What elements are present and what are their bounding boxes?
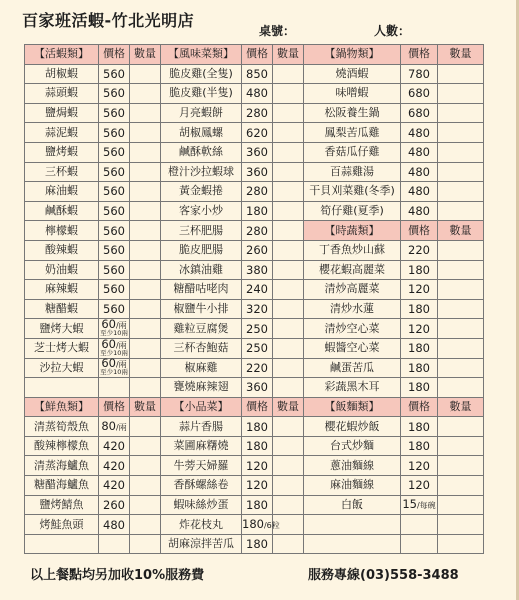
menu-item-price: 220 [401, 240, 438, 260]
quantity-input-cell[interactable] [273, 299, 304, 319]
price-column-header: 價格 [99, 45, 130, 65]
price-minimum-note: 至少10兩 [100, 329, 128, 338]
menu-item-name: 脆皮肥腸 [161, 240, 242, 260]
table-row [25, 319, 484, 339]
quantity-input-cell[interactable] [273, 182, 304, 202]
menu-item-price: 680 [401, 103, 438, 123]
service-charge-note: 以上餐點均另加收10%服務費 [30, 568, 205, 583]
menu-item-name: 鹽烤鯖魚 [25, 495, 99, 515]
table-row [25, 378, 484, 398]
quantity-input-cell[interactable] [438, 84, 484, 104]
quantity-column-header: 數量 [130, 397, 161, 417]
quantity-input-cell[interactable] [130, 260, 161, 280]
menu-item-name: 鹹酥蝦 [25, 201, 99, 221]
menu-item-name: 清蒸筍殼魚 [25, 417, 99, 437]
menu-item-price: 280 [242, 182, 273, 202]
quantity-input-cell[interactable] [273, 221, 304, 241]
table-row [25, 260, 484, 280]
menu-item-price: 260 [242, 240, 273, 260]
menu-item-name: 菜圃麻糬燒 [161, 436, 242, 456]
quantity-input-cell[interactable] [273, 476, 304, 496]
menu-item-price: 560 [99, 280, 130, 300]
quantity-column-header: 數量 [130, 45, 161, 65]
menu-item-name: 三杯蝦 [25, 162, 99, 182]
quantity-input-cell[interactable] [273, 319, 304, 339]
menu-item-price: 120 [401, 319, 438, 339]
menu-item-price: 420 [99, 456, 130, 476]
menu-item-name: 筍仔雞(夏季) [304, 201, 401, 221]
price-with-unit [402, 497, 436, 512]
menu-item-name: 胡麻涼拌苦瓜 [161, 534, 242, 554]
table-row [25, 84, 484, 104]
menu-item-price: 180 [401, 338, 438, 358]
menu-item-name: 三杯肥腸 [161, 221, 242, 241]
menu-item-name: 鹽烤大蝦 [25, 319, 99, 339]
menu-item-name: 蝦醬空心菜 [304, 338, 401, 358]
table-row [25, 240, 484, 260]
menu-item-price [99, 417, 130, 437]
menu-item-price [99, 358, 130, 378]
menu-item-name: 台式炒麵 [304, 436, 401, 456]
menu-item-name: 清炒空心菜 [304, 319, 401, 339]
quantity-input-cell[interactable] [130, 456, 161, 476]
menu-item-price: 560 [99, 103, 130, 123]
price-column-header: 價格 [401, 397, 438, 417]
quantity-input-cell[interactable] [438, 240, 484, 260]
menu-item-price: 380 [242, 260, 273, 280]
menu-item-name: 烤鮭魚頭 [25, 515, 99, 535]
table-row [25, 338, 484, 358]
menu-item-price: 120 [242, 456, 273, 476]
table-row [25, 417, 484, 437]
price-value: 60 [101, 356, 116, 371]
menu-item-price: 560 [99, 201, 130, 221]
price-column-header: 價格 [99, 397, 130, 417]
menu-item-price: 560 [99, 142, 130, 162]
menu-item-name: 冰鎮油雞 [161, 260, 242, 280]
empty-cell [130, 378, 161, 398]
empty-cell [99, 534, 130, 554]
quantity-input-cell[interactable] [130, 84, 161, 104]
menu-item-price: 180 [401, 358, 438, 378]
menu-item-price: 180 [401, 436, 438, 456]
price-with-unit [242, 517, 280, 532]
menu-item-name: 酸辣蝦 [25, 240, 99, 260]
menu-item-name: 炸花枝丸 [161, 515, 242, 535]
menu-item-price [99, 338, 130, 358]
menu-item-name: 白飯 [304, 495, 401, 515]
quantity-input-cell[interactable] [438, 378, 484, 398]
menu-item-name: 脆皮雞(半隻) [161, 84, 242, 104]
quantity-input-cell[interactable] [273, 260, 304, 280]
menu-item-price: 120 [401, 456, 438, 476]
menu-item-price: 780 [401, 64, 438, 84]
menu-item-price: 180 [242, 495, 273, 515]
section-header-rice: 【飯麵類】 [304, 397, 401, 417]
quantity-input-cell[interactable] [438, 162, 484, 182]
quantity-input-cell[interactable] [273, 280, 304, 300]
empty-cell [401, 515, 438, 535]
quantity-input-cell[interactable] [273, 417, 304, 437]
menu-item-name: 鹹酥軟絲 [161, 142, 242, 162]
menu-item-price: 560 [99, 221, 130, 241]
menu-item-price: 180 [401, 378, 438, 398]
header [0, 0, 519, 40]
price-minimum-note: 至少10兩 [100, 348, 128, 357]
price-value: 15 [402, 497, 417, 512]
quantity-input-cell[interactable] [438, 495, 484, 515]
price-unit: /兩 [115, 423, 127, 433]
quantity-input-cell[interactable] [130, 299, 161, 319]
menu-item-name: 鳳梨苦瓜雞 [304, 123, 401, 143]
menu-item-name: 蝦味絲炒蛋 [161, 495, 242, 515]
quantity-input-cell[interactable] [130, 240, 161, 260]
price-with-unit [101, 419, 127, 434]
menu-item-price: 120 [401, 476, 438, 496]
menu-item-name: 清炒高麗菜 [304, 280, 401, 300]
menu-item-name: 月亮蝦餅 [161, 103, 242, 123]
table-row [25, 182, 484, 202]
quantity-input-cell[interactable] [273, 240, 304, 260]
menu-item-price: 480 [99, 515, 130, 535]
menu-item-price: 420 [99, 476, 130, 496]
menu-item-price: 120 [242, 476, 273, 496]
menu-item-name: 椒麻雞 [161, 358, 242, 378]
quantity-input-cell[interactable] [438, 103, 484, 123]
empty-cell [304, 534, 401, 554]
menu-item-price: 480 [401, 182, 438, 202]
quantity-input-cell[interactable] [273, 495, 304, 515]
quantity-input-cell[interactable] [130, 417, 161, 437]
table-row [25, 123, 484, 143]
menu-item-price: 360 [242, 142, 273, 162]
menu-item-price: 360 [242, 378, 273, 398]
quantity-input-cell[interactable] [438, 299, 484, 319]
menu-item-price [242, 515, 280, 535]
empty-cell [438, 515, 484, 535]
quantity-column-header: 數量 [438, 397, 484, 417]
menu-item-name: 黃金蝦捲 [161, 182, 242, 202]
menu-item-price [401, 495, 438, 515]
menu-item-name: 清炒水蓮 [304, 299, 401, 319]
price-unit: /6粒 [263, 521, 280, 531]
quantity-input-cell[interactable] [273, 436, 304, 456]
table-row [25, 299, 484, 319]
menu-item-price: 240 [242, 280, 273, 300]
menu-item-name: 清蒸海鱸魚 [25, 456, 99, 476]
quantity-input-cell[interactable] [273, 378, 304, 398]
menu-item-price: 850 [242, 64, 273, 84]
menu-item-price [99, 319, 130, 339]
table-number-label: 桌號： [259, 24, 296, 38]
menu-item-name: 味噌蝦 [304, 84, 401, 104]
menu-item-name: 麻油蝦 [25, 182, 99, 202]
quantity-input-cell[interactable] [273, 142, 304, 162]
table-row [25, 64, 484, 84]
table-row [25, 201, 484, 221]
price-column-header: 價格 [242, 45, 273, 65]
table-row [25, 515, 484, 535]
quantity-input-cell[interactable] [438, 436, 484, 456]
table-row [25, 280, 484, 300]
menu-table [24, 44, 484, 554]
footer [0, 560, 519, 590]
menu-item-price: 250 [242, 338, 273, 358]
menu-item-name: 蒜頭蝦 [25, 84, 99, 104]
quantity-input-cell[interactable] [438, 417, 484, 437]
quantity-input-cell[interactable] [438, 280, 484, 300]
menu-item-name: 百蒜雞湯 [304, 162, 401, 182]
menu-item-price: 250 [242, 319, 273, 339]
table-row [25, 397, 484, 417]
menu-item-name: 彩蔬黑木耳 [304, 378, 401, 398]
quantity-input-cell[interactable] [130, 142, 161, 162]
quantity-input-cell[interactable] [438, 123, 484, 143]
quantity-column-header: 數量 [438, 45, 484, 65]
quantity-input-cell[interactable] [438, 142, 484, 162]
menu-item-price: 560 [99, 240, 130, 260]
quantity-input-cell[interactable] [130, 280, 161, 300]
quantity-input-cell[interactable] [273, 103, 304, 123]
section-header-flavor: 【風味菜類】 [161, 45, 242, 65]
menu-item-price: 260 [99, 495, 130, 515]
quantity-input-cell[interactable] [273, 64, 304, 84]
empty-cell [25, 534, 99, 554]
quantity-input-cell[interactable] [273, 534, 304, 554]
menu-item-name: 檸檬蝦 [25, 221, 99, 241]
price-unit: /兩 [115, 321, 127, 331]
table-row [25, 456, 484, 476]
quantity-input-cell[interactable] [130, 103, 161, 123]
menu-item-price: 220 [242, 358, 273, 378]
menu-item-price: 120 [401, 280, 438, 300]
quantity-input-cell[interactable] [130, 515, 161, 535]
menu-item-price: 180 [401, 299, 438, 319]
menu-item-name: 鹹蛋苦瓜 [304, 358, 401, 378]
menu-item-price: 360 [242, 162, 273, 182]
quantity-input-cell[interactable] [273, 162, 304, 182]
quantity-input-cell[interactable] [130, 338, 161, 358]
empty-cell [99, 378, 130, 398]
menu-item-price: 480 [401, 201, 438, 221]
quantity-input-cell[interactable] [273, 456, 304, 476]
menu-item-name: 蒜泥蝦 [25, 123, 99, 143]
table-row [25, 358, 484, 378]
quantity-input-cell[interactable] [130, 495, 161, 515]
quantity-input-cell[interactable] [273, 338, 304, 358]
price-with-unit [100, 356, 128, 377]
price-column-header: 價格 [242, 397, 273, 417]
menu-item-price: 480 [401, 162, 438, 182]
menu-item-name: 牛蒡天婦羅 [161, 456, 242, 476]
menu-item-name: 丁香魚炒山蘇 [304, 240, 401, 260]
table-row [25, 495, 484, 515]
menu-item-name: 鹽烤蝦 [25, 142, 99, 162]
menu-item-price: 280 [242, 103, 273, 123]
menu-item-name: 鹽焗蝦 [25, 103, 99, 123]
menu-item-price: 180 [242, 534, 273, 554]
menu-item-name: 奶油蝦 [25, 260, 99, 280]
menu-item-name: 糖醋咕咾肉 [161, 280, 242, 300]
menu-item-price: 560 [99, 162, 130, 182]
price-value: 60 [101, 317, 116, 332]
menu-item-name: 胡椒蝦 [25, 64, 99, 84]
quantity-input-cell[interactable] [130, 64, 161, 84]
section-header-shrimp: 【活蝦類】 [25, 45, 99, 65]
price-value: 60 [101, 336, 116, 351]
price-column-header: 價格 [401, 45, 438, 65]
menu-item-name: 三杯杏鮑菇 [161, 338, 242, 358]
menu-item-price: 560 [99, 123, 130, 143]
quantity-input-cell[interactable] [438, 201, 484, 221]
quantity-input-cell[interactable] [273, 358, 304, 378]
table-row [25, 45, 484, 65]
menu-item-price: 680 [401, 84, 438, 104]
section-header-small: 【小品菜】 [161, 397, 242, 417]
quantity-input-cell[interactable] [130, 162, 161, 182]
service-phone: 服務專線(03)558-3488 [308, 568, 459, 583]
menu-item-name: 椒鹽牛小排 [161, 299, 242, 319]
menu-item-price: 280 [242, 221, 273, 241]
quantity-column-header: 數量 [273, 45, 304, 65]
menu-item-price: 480 [242, 84, 273, 104]
quantity-input-cell[interactable] [438, 476, 484, 496]
quantity-input-cell[interactable] [130, 201, 161, 221]
price-unit: /兩 [115, 340, 127, 350]
quantity-input-cell[interactable] [438, 64, 484, 84]
quantity-input-cell[interactable] [130, 123, 161, 143]
menu-item-name: 甕燒麻辣翅 [161, 378, 242, 398]
menu-item-price: 480 [401, 123, 438, 143]
restaurant-title: 百家班活蝦-竹北光明店 [22, 11, 195, 30]
price-value: 180 [242, 517, 264, 532]
table-row [25, 436, 484, 456]
price-with-unit [100, 317, 128, 338]
menu-item-name: 客家小炒 [161, 201, 242, 221]
menu-item-name: 燒酒蝦 [304, 64, 401, 84]
quantity-input-cell[interactable] [130, 221, 161, 241]
quantity-column-header: 數量 [273, 397, 304, 417]
quantity-column-header: 數量 [438, 221, 484, 241]
menu-item-price: 180 [242, 436, 273, 456]
section-header-veg: 【時蔬類】 [304, 221, 401, 241]
menu-item-price: 180 [401, 417, 438, 437]
price-value: 80 [101, 419, 116, 434]
quantity-input-cell[interactable] [438, 358, 484, 378]
menu-item-name: 酸辣檸檬魚 [25, 436, 99, 456]
menu-item-name: 沙拉大蝦 [25, 358, 99, 378]
menu-item-name: 脆皮雞(全隻) [161, 64, 242, 84]
price-column-header: 價格 [401, 221, 438, 241]
price-minimum-note: 至少10兩 [100, 368, 128, 377]
quantity-input-cell[interactable] [130, 358, 161, 378]
menu-item-price: 560 [99, 299, 130, 319]
price-unit: /每碗 [416, 501, 436, 511]
menu-item-price: 320 [242, 299, 273, 319]
table-row [25, 221, 484, 241]
quantity-input-cell[interactable] [130, 319, 161, 339]
menu-item-price: 560 [99, 84, 130, 104]
menu-item-name: 麻辣蝦 [25, 280, 99, 300]
quantity-input-cell[interactable] [438, 456, 484, 476]
table-row [25, 534, 484, 554]
quantity-input-cell[interactable] [273, 123, 304, 143]
people-count-label: 人數： [374, 24, 411, 38]
empty-cell [25, 378, 99, 398]
menu-item-price: 180 [242, 201, 273, 221]
menu-item-price: 620 [242, 123, 273, 143]
menu-item-price: 480 [401, 142, 438, 162]
menu-item-name: 櫻花蝦炒飯 [304, 417, 401, 437]
menu-item-name: 橙汁沙拉蝦球 [161, 162, 242, 182]
menu-item-price: 560 [99, 260, 130, 280]
menu-item-name: 櫻花蝦高麗菜 [304, 260, 401, 280]
price-unit: /兩 [115, 360, 127, 370]
menu-item-name: 胡椒鳳螺 [161, 123, 242, 143]
quantity-input-cell[interactable] [438, 338, 484, 358]
menu-item-name: 糖醋海鱸魚 [25, 476, 99, 496]
menu-item-name: 香菇瓜仔雞 [304, 142, 401, 162]
empty-cell [438, 534, 484, 554]
table-row [25, 142, 484, 162]
menu-item-name: 蔥油麵線 [304, 456, 401, 476]
empty-cell [401, 534, 438, 554]
quantity-input-cell[interactable] [273, 201, 304, 221]
menu-item-name: 松阪養生鍋 [304, 103, 401, 123]
table-row [25, 103, 484, 123]
table-row [25, 476, 484, 496]
menu-item-name: 雞粒豆腐煲 [161, 319, 242, 339]
menu-item-price: 560 [99, 182, 130, 202]
menu-item-name: 芝士烤大蝦 [25, 338, 99, 358]
menu-item-name: 蒜片香腸 [161, 417, 242, 437]
quantity-input-cell[interactable] [438, 319, 484, 339]
empty-cell [304, 515, 401, 535]
menu-item-price: 560 [99, 64, 130, 84]
menu-item-price: 180 [401, 260, 438, 280]
price-with-unit [100, 336, 128, 357]
menu-item-name: 香酥螺絲卷 [161, 476, 242, 496]
quantity-input-cell[interactable] [438, 260, 484, 280]
table-row [25, 162, 484, 182]
section-header-pot: 【鍋物類】 [304, 45, 401, 65]
menu-item-name: 麻油麵線 [304, 476, 401, 496]
quantity-input-cell[interactable] [130, 476, 161, 496]
section-header-fish: 【鮮魚類】 [25, 397, 99, 417]
quantity-input-cell[interactable] [130, 436, 161, 456]
menu-item-name: 糖醋蝦 [25, 299, 99, 319]
quantity-input-cell[interactable] [273, 84, 304, 104]
menu-item-price: 420 [99, 436, 130, 456]
menu-item-price: 180 [242, 417, 273, 437]
menu-item-name: 干貝刈菜雞(冬季) [304, 182, 401, 202]
quantity-input-cell[interactable] [438, 182, 484, 202]
empty-cell [130, 534, 161, 554]
quantity-input-cell[interactable] [130, 182, 161, 202]
